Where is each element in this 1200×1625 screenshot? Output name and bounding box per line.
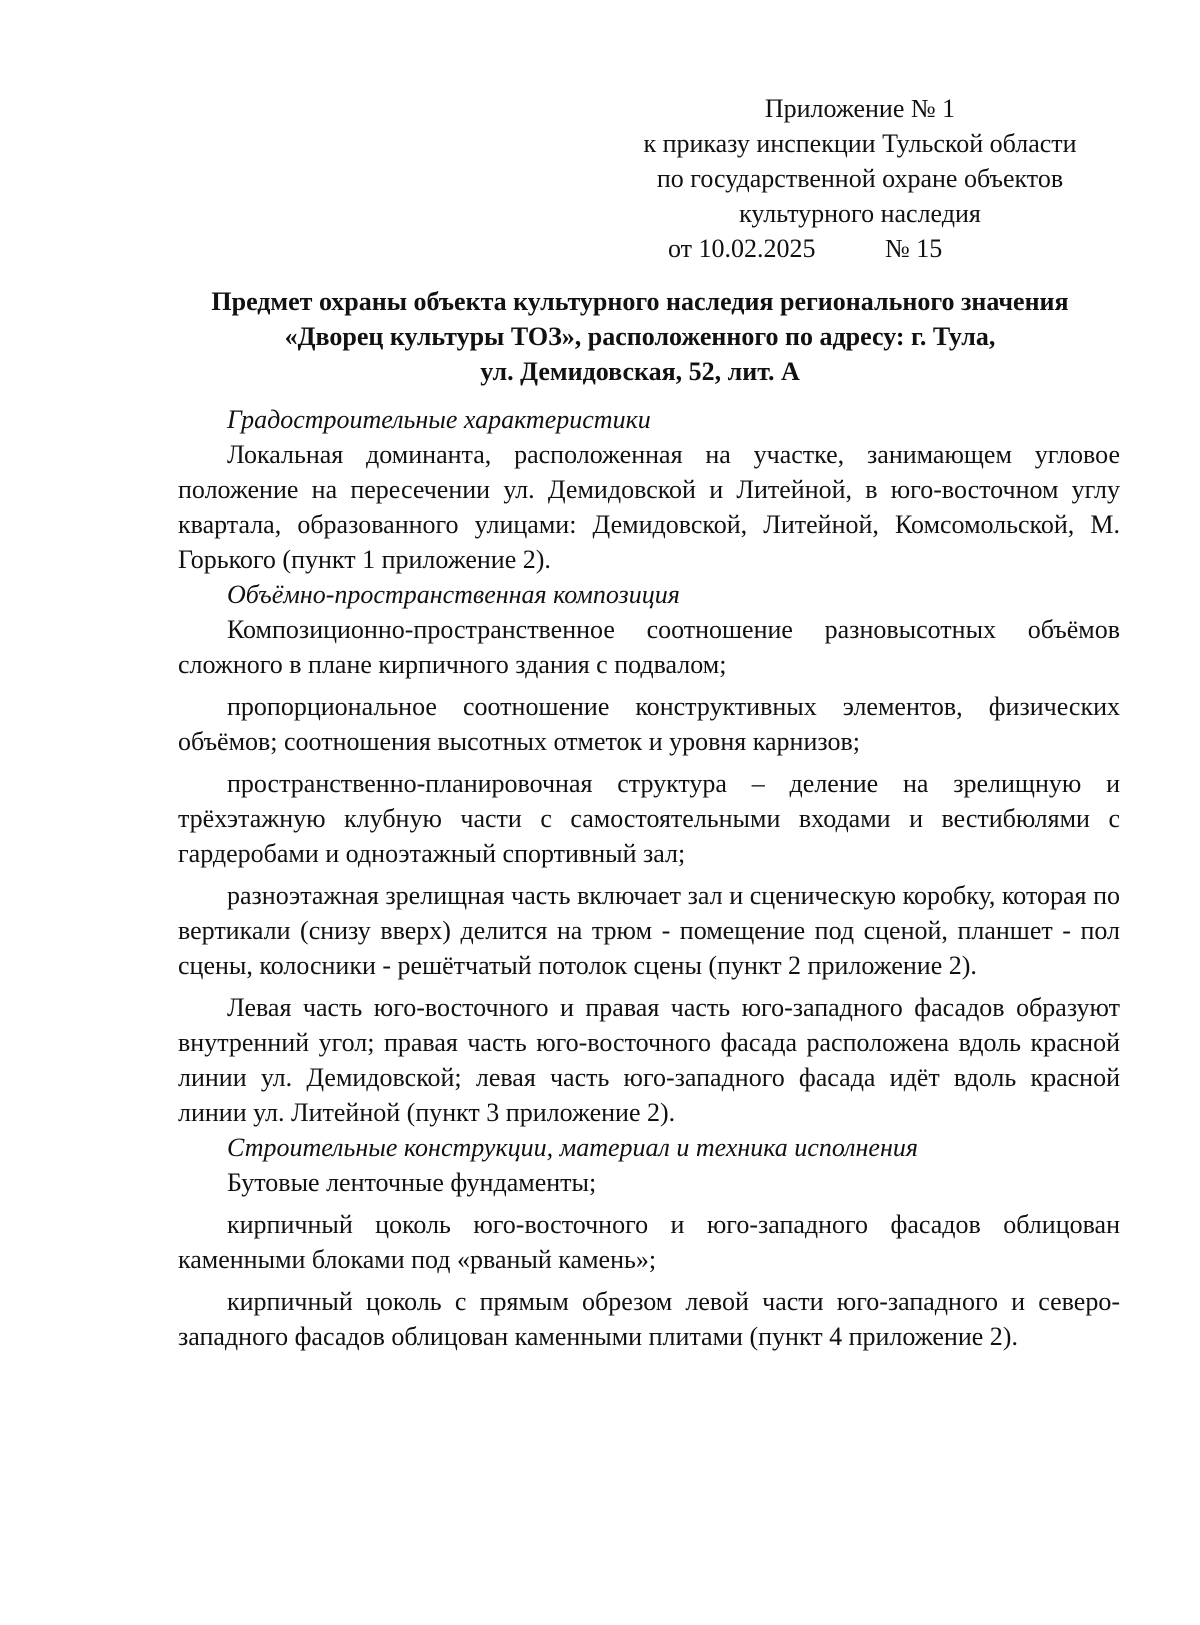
paragraph: кирпичный цоколь юго-восточного и юго-западного фасадов облицован каменными блоками под «рваный камень»; [178, 1210, 1120, 1274]
document-title-line-2: «Дворец культуры ТОЗ», расположенного по адресу: г. Тула, [284, 322, 996, 351]
paragraph: Композиционно-пространственное соотношение разновысотных объёмов сложного в плане кирпичного здания с подвалом; [178, 615, 1120, 679]
section-heading-urban: Градостроительные характеристики [227, 405, 651, 434]
paragraph: пропорциональное соотношение конструктивных элементов, физических объёмов; соотношения высотных отметок и уровня карнизов; [178, 692, 1120, 756]
paragraph: Локальная доминанта, расположенная на участке, занимающем угловое положение на пересечении ул. Демидовской и Литейной, в юго-восточном углу квартала, образованного улицами: Демидовской, Литейной, Комсомольской, М. Горького (пункт 1 приложение 2). [178, 440, 1120, 574]
document-title-line-1: Предмет охраны объекта культурного наследия регионального значения [211, 287, 1069, 316]
annex-number: № 15 [885, 234, 943, 263]
paragraph: разноэтажная зрелищная часть включает зал и сценическую коробку, которая по вертикали (снизу вверх) делится на трюм - помещение под сценой, планшет - пол сцены, колосники - решётчатый потолок сцены (пункт 2 приложение 2). [178, 881, 1120, 980]
annex-line-3: по государственной охране объектов [656, 164, 1064, 193]
annex-date: от 10.02.2025 [668, 234, 816, 263]
paragraph: Левая часть юго-восточного и правая часть юго-западного фасадов образуют внутренний угол; правая часть юго-восточного фасада расположена вдоль красной линии ул. Демидовской; левая часть юго-западного фасада идёт вдоль красной линии ул. Литейной (пункт 3 приложение 2). [178, 993, 1120, 1127]
document-body [178, 402, 1120, 1354]
paragraph: пространственно-планировочная структура – деление на зрелищную и трёхэтажную клубную части с самостоятельными входами и вестибюлями с гардеробами и одноэтажный спортивный зал; [178, 769, 1120, 868]
annex-line-4: культурного наследия [739, 199, 981, 228]
paragraph: Бутовые ленточные фундаменты; [227, 1168, 597, 1197]
section-heading-composition: Объёмно-пространственная композиция [227, 580, 680, 609]
annex-line-2: к приказу инспекции Тульской области [643, 129, 1077, 158]
document-title-line-3: ул. Демидовская, 52, лит. А [480, 357, 800, 386]
paragraph: кирпичный цоколь с прямым обрезом левой части юго-западного и северо-западного фасадов облицован каменными плитами (пункт 4 приложение 2). [178, 1287, 1120, 1351]
section-heading-construction: Строительные конструкции, материал и техника исполнения [227, 1133, 918, 1162]
annex-line-1: Приложение № 1 [764, 94, 956, 123]
